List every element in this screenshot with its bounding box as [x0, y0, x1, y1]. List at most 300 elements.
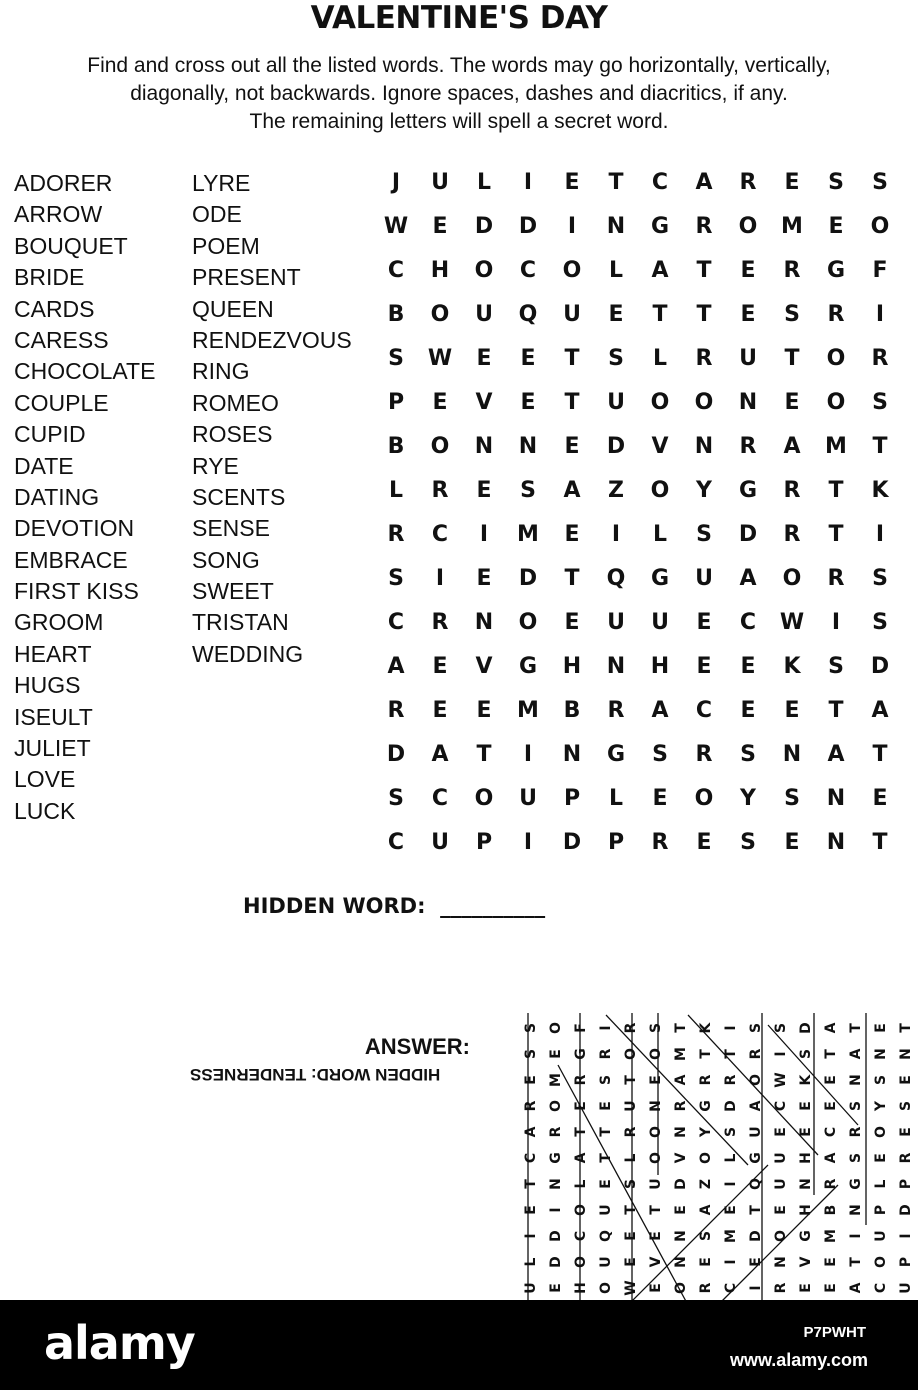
- solution-letter: R: [547, 1126, 564, 1138]
- solution-letter: E: [622, 1231, 639, 1241]
- grid-letter: Z: [608, 477, 624, 503]
- grid-letter: S: [872, 389, 888, 415]
- grid-letter: L: [608, 785, 624, 811]
- grid-letter: S: [652, 741, 668, 767]
- solution-letter: C: [722, 1282, 739, 1294]
- solution-letter: G: [847, 1178, 864, 1190]
- grid-letter: Q: [606, 565, 626, 591]
- grid-letter: R: [651, 829, 669, 855]
- word-list-column-2: [192, 168, 352, 670]
- grid-letter: S: [828, 653, 844, 679]
- word-list-item: RYE: [192, 452, 239, 479]
- grid-letter: E: [564, 169, 580, 195]
- grid-letter: R: [783, 257, 801, 283]
- solution-letter: E: [522, 1075, 539, 1085]
- solution-letter: O: [747, 1074, 764, 1086]
- grid-letter: O: [474, 785, 494, 811]
- grid-letter: D: [606, 433, 626, 459]
- grid-letter: E: [432, 389, 448, 415]
- grid-letter: P: [563, 785, 581, 811]
- solution-letter: D: [722, 1100, 739, 1112]
- word-list-item: CARDS: [14, 295, 95, 322]
- grid-letter: T: [872, 433, 888, 459]
- grid-letter: E: [564, 609, 580, 635]
- word-search-grid: [374, 160, 902, 864]
- word-list-item: ARROW: [14, 201, 103, 228]
- solution-letter: S: [747, 1022, 764, 1034]
- grid-letter: T: [564, 345, 580, 371]
- grid-letter: E: [476, 565, 492, 591]
- strike-line: [628, 1165, 768, 1305]
- grid-letter: D: [562, 829, 582, 855]
- grid-letter: U: [607, 609, 625, 635]
- grid-letter: R: [607, 697, 625, 723]
- grid-letter: N: [694, 433, 714, 459]
- grid-letter: E: [696, 829, 712, 855]
- solution-letter: S: [897, 1100, 914, 1112]
- grid-letter: E: [784, 169, 800, 195]
- solution-letter: O: [647, 1126, 664, 1138]
- solution-letter: N: [772, 1256, 789, 1268]
- grid-letter: T: [476, 741, 492, 767]
- solution-letter: G: [747, 1152, 764, 1164]
- grid-letter: O: [650, 389, 670, 415]
- solution-letter: S: [597, 1074, 614, 1086]
- grid-letter: B: [563, 697, 581, 723]
- grid-letter: O: [694, 389, 714, 415]
- solution-letter: E: [797, 1127, 814, 1137]
- grid-letter: R: [739, 433, 757, 459]
- solution-letter: T: [847, 1023, 864, 1033]
- grid-letter: P: [475, 829, 493, 855]
- word-list-item: COUPLE: [14, 389, 109, 416]
- solution-letter: C: [872, 1282, 889, 1294]
- word-list-item: ADORER: [14, 170, 113, 196]
- grid-letter: U: [607, 389, 625, 415]
- grid-letter: R: [387, 521, 405, 547]
- solution-letter: I: [547, 1207, 564, 1213]
- solution-letter: H: [797, 1204, 814, 1216]
- grid-letter: E: [696, 653, 712, 679]
- word-list-item: RENDEZVOUS: [192, 326, 352, 353]
- solution-letter: S: [847, 1152, 864, 1164]
- solution-letter: S: [647, 1022, 664, 1034]
- solution-letter: G: [797, 1230, 814, 1242]
- word-list-item: WEDDING: [192, 640, 304, 667]
- solution-letter: P: [897, 1256, 914, 1268]
- solution-letter: S: [622, 1178, 639, 1190]
- grid-letter: M: [517, 697, 539, 723]
- solution-letter: T: [672, 1023, 689, 1033]
- solution-letter: A: [697, 1204, 714, 1216]
- grid-letter: W: [779, 609, 805, 635]
- grid-letter: P: [607, 829, 625, 855]
- solution-letter: T: [822, 1049, 839, 1059]
- solution-letter: R: [597, 1048, 614, 1060]
- word-list-item: SONG: [192, 546, 260, 573]
- solution-letter: I: [897, 1233, 914, 1239]
- grid-letter: N: [518, 433, 538, 459]
- grid-letter: E: [476, 477, 492, 503]
- solution-letter: E: [822, 1283, 839, 1293]
- solution-letter: O: [597, 1282, 614, 1294]
- solution-letter: L: [722, 1153, 739, 1163]
- grid-letter: T: [564, 389, 580, 415]
- solution-letter: E: [822, 1075, 839, 1085]
- grid-letter: U: [695, 565, 713, 591]
- word-list-item: CHOCOLATE: [14, 358, 156, 385]
- solution-letter: R: [722, 1074, 739, 1086]
- solution-letter: Y: [697, 1126, 714, 1138]
- solution-letter: M: [822, 1229, 839, 1243]
- solution-letter: O: [647, 1048, 664, 1060]
- grid-letter: E: [740, 697, 756, 723]
- grid-letter: U: [519, 785, 537, 811]
- grid-letter: Y: [696, 477, 712, 503]
- grid-letter: G: [738, 477, 758, 503]
- word-list-item: POEM: [192, 232, 260, 259]
- solution-letter: O: [572, 1256, 589, 1268]
- grid-letter: D: [518, 213, 538, 239]
- solution-letter: D: [547, 1256, 564, 1268]
- solution-letter: I: [772, 1051, 789, 1057]
- word-list-item: DEVOTION: [14, 515, 135, 542]
- grid-letter: U: [563, 301, 581, 327]
- word-list-item: BRIDE: [14, 264, 85, 291]
- word-list-item: QUEEN: [192, 295, 274, 322]
- grid-letter: A: [431, 741, 449, 767]
- word-list-item: BOUQUET: [14, 232, 128, 259]
- grid-letter: L: [476, 169, 492, 195]
- solution-letter: Y: [872, 1100, 889, 1112]
- solution-letter: V: [672, 1152, 689, 1164]
- grid-letter: R: [827, 565, 845, 591]
- solution-letter: E: [572, 1101, 589, 1111]
- solution-letter: I: [847, 1233, 864, 1239]
- word-list-item: HEART: [14, 640, 92, 667]
- word-list-item: SENSE: [192, 515, 270, 542]
- word-list-item: SCENTS: [192, 483, 286, 510]
- grid-letter: S: [872, 609, 888, 635]
- grid-letter: G: [650, 565, 670, 591]
- strike-line: [606, 1015, 748, 1165]
- grid-letter: G: [650, 213, 670, 239]
- grid-letter: G: [826, 257, 846, 283]
- solution-letter: E: [897, 1075, 914, 1085]
- solution-letter: N: [847, 1074, 864, 1086]
- word-list-item: ROMEO: [192, 389, 279, 416]
- solution-letter: E: [547, 1049, 564, 1059]
- grid-letter: I: [523, 829, 533, 855]
- solution-letter: L: [522, 1257, 539, 1267]
- grid-letter: A: [783, 433, 801, 459]
- grid-letter: I: [523, 169, 533, 195]
- grid-letter: C: [431, 785, 449, 811]
- grid-letter: S: [784, 301, 800, 327]
- solution-letter: C: [522, 1152, 539, 1164]
- grid-letter: R: [783, 477, 801, 503]
- solution-letter: E: [772, 1205, 789, 1215]
- solution-letter: I: [722, 1181, 739, 1187]
- grid-letter: I: [435, 565, 445, 591]
- grid-letter: R: [695, 345, 713, 371]
- solution-letter: V: [797, 1256, 814, 1268]
- grid-letter: L: [608, 257, 624, 283]
- solution-letter: E: [772, 1127, 789, 1137]
- grid-letter: T: [696, 257, 712, 283]
- solution-letter: A: [822, 1022, 839, 1034]
- solution-letter: P: [897, 1178, 914, 1190]
- solution-letter: O: [772, 1230, 789, 1242]
- watermark-logo: alamy: [44, 1316, 195, 1370]
- solution-letter: T: [622, 1205, 639, 1215]
- solution-letter: T: [622, 1075, 639, 1085]
- solution-letter: L: [572, 1179, 589, 1189]
- solution-letter: I: [597, 1025, 614, 1031]
- grid-letter: D: [474, 213, 494, 239]
- solution-letter: S: [697, 1230, 714, 1242]
- grid-letter: N: [826, 829, 846, 855]
- grid-letter: C: [431, 521, 449, 547]
- solution-letter: N: [672, 1256, 689, 1268]
- word-list-item: TRISTAN: [192, 609, 289, 636]
- solution-letter: E: [597, 1101, 614, 1111]
- solution-letter: G: [547, 1152, 564, 1164]
- watermark-image-id: P7PWHT: [803, 1324, 866, 1341]
- word-list-item: CUPID: [14, 421, 86, 448]
- solution-letter: U: [897, 1282, 914, 1294]
- grid-letter: H: [562, 653, 582, 679]
- grid-letter: U: [431, 829, 449, 855]
- grid-letter: D: [738, 521, 758, 547]
- grid-letter: N: [606, 213, 626, 239]
- solution-letter: E: [897, 1127, 914, 1137]
- solution-letter: R: [522, 1100, 539, 1112]
- solution-letter: N: [647, 1100, 664, 1112]
- grid-letter: N: [738, 389, 758, 415]
- grid-letter: S: [872, 565, 888, 591]
- grid-letter: E: [520, 389, 536, 415]
- solution-letter: E: [722, 1205, 739, 1215]
- solution-letter: A: [672, 1074, 689, 1086]
- solution-letter: S: [797, 1048, 814, 1060]
- grid-letter: A: [827, 741, 845, 767]
- word-list-item: ISEULT: [14, 703, 93, 730]
- solution-letter: M: [547, 1073, 564, 1087]
- solution-letter: C: [822, 1126, 839, 1138]
- solution-letter: R: [697, 1282, 714, 1294]
- grid-letter: R: [695, 213, 713, 239]
- solution-letter: M: [722, 1229, 739, 1243]
- grid-letter: E: [740, 653, 756, 679]
- grid-letter: I: [875, 301, 885, 327]
- grid-letter: S: [696, 521, 712, 547]
- grid-letter: R: [431, 609, 449, 635]
- grid-letter: E: [564, 521, 580, 547]
- grid-letter: L: [652, 345, 668, 371]
- solution-letter: E: [822, 1101, 839, 1111]
- grid-letter: O: [738, 213, 758, 239]
- grid-letter: A: [563, 477, 581, 503]
- grid-letter: N: [606, 653, 626, 679]
- solution-letter: D: [797, 1022, 814, 1034]
- solution-letter: U: [622, 1100, 639, 1112]
- solution-letter: U: [597, 1204, 614, 1216]
- instruction-line-3: The remaining letters will spell a secret word.: [249, 110, 669, 133]
- solution-letter: E: [672, 1205, 689, 1215]
- grid-letter: W: [383, 213, 409, 239]
- grid-letter: O: [826, 389, 846, 415]
- grid-letter: E: [432, 653, 448, 679]
- grid-letter: E: [476, 345, 492, 371]
- solution-letter: L: [622, 1153, 639, 1163]
- grid-letter: O: [518, 609, 538, 635]
- solution-letter: B: [822, 1204, 839, 1216]
- solution-letter: C: [572, 1230, 589, 1242]
- solution-letter: E: [797, 1101, 814, 1111]
- solution-letter: U: [872, 1230, 889, 1242]
- grid-letter: A: [695, 169, 713, 195]
- solution-letter: R: [622, 1022, 639, 1034]
- strike-line: [768, 1025, 858, 1125]
- answer-solution-grid: [518, 1005, 918, 1327]
- solution-letter: P: [872, 1204, 889, 1216]
- grid-letter: O: [694, 785, 714, 811]
- instruction-line-2: diagonally, not backwards. Ignore spaces, dashes and diacritics, if any.: [130, 82, 788, 105]
- grid-letter: E: [520, 345, 536, 371]
- grid-letter: C: [695, 697, 713, 723]
- grid-letter: I: [523, 741, 533, 767]
- solution-letter: Q: [747, 1178, 764, 1190]
- grid-letter: I: [611, 521, 621, 547]
- solution-letter: A: [822, 1152, 839, 1164]
- grid-letter: E: [740, 301, 756, 327]
- strike-line: [718, 1185, 838, 1305]
- solution-letter: M: [672, 1047, 689, 1061]
- grid-letter: S: [740, 829, 756, 855]
- answer-hidden-word: HIDDEN WORD: TENDERNESS: [190, 1065, 441, 1084]
- grid-letter: S: [388, 565, 404, 591]
- grid-letter: N: [474, 609, 494, 635]
- strike-line: [558, 1065, 688, 1305]
- solution-letter: O: [647, 1152, 664, 1164]
- grid-letter: M: [825, 433, 847, 459]
- solution-letter: Q: [597, 1230, 614, 1242]
- grid-letter: T: [828, 521, 844, 547]
- solution-letter: U: [522, 1282, 539, 1294]
- solution-letter: H: [572, 1282, 589, 1294]
- solution-letter: K: [797, 1074, 814, 1086]
- solution-letter: A: [847, 1282, 864, 1294]
- solution-letter: S: [722, 1126, 739, 1138]
- solution-letter: S: [872, 1074, 889, 1086]
- solution-letter: S: [522, 1048, 539, 1060]
- grid-letter: E: [828, 213, 844, 239]
- word-list-item: GROOM: [14, 609, 104, 636]
- grid-letter: R: [739, 169, 757, 195]
- grid-letter: U: [739, 345, 757, 371]
- solution-letter: E: [647, 1075, 664, 1085]
- grid-letter: R: [783, 521, 801, 547]
- solution-letter: O: [872, 1256, 889, 1268]
- word-list-item: ROSES: [192, 421, 273, 448]
- grid-letter: E: [564, 433, 580, 459]
- grid-letter: C: [651, 169, 669, 195]
- solution-letter: T: [697, 1049, 714, 1059]
- grid-letter: C: [387, 829, 405, 855]
- grid-letter: S: [828, 169, 844, 195]
- grid-letter: I: [875, 521, 885, 547]
- grid-letter: D: [518, 565, 538, 591]
- word-list-item: JULIET: [14, 735, 91, 762]
- grid-letter: F: [872, 257, 888, 283]
- grid-letter: V: [475, 653, 493, 679]
- solution-letter: D: [897, 1204, 914, 1216]
- grid-letter: O: [782, 565, 802, 591]
- solution-letter: D: [672, 1178, 689, 1190]
- solution-letter: U: [747, 1126, 764, 1138]
- grid-letter: T: [828, 477, 844, 503]
- grid-letter: C: [519, 257, 537, 283]
- solution-letter: R: [822, 1178, 839, 1190]
- solution-letter: U: [647, 1178, 664, 1190]
- grid-letter: S: [608, 345, 624, 371]
- grid-letter: E: [696, 609, 712, 635]
- solution-letter: T: [847, 1257, 864, 1267]
- solution-letter: N: [872, 1048, 889, 1060]
- grid-letter: E: [784, 697, 800, 723]
- grid-letter: N: [782, 741, 802, 767]
- solution-letter: R: [847, 1126, 864, 1138]
- watermark-site: www.alamy.com: [729, 1350, 868, 1370]
- grid-letter: O: [474, 257, 494, 283]
- word-list-item: CARESS: [14, 326, 109, 353]
- solution-letter: E: [697, 1257, 714, 1267]
- solution-letter: I: [722, 1259, 739, 1265]
- solution-letter: R: [572, 1074, 589, 1086]
- grid-letter: E: [784, 389, 800, 415]
- grid-letter: H: [430, 257, 450, 283]
- solution-letter: E: [747, 1257, 764, 1267]
- strike-line: [688, 1015, 818, 1155]
- solution-letter: A: [847, 1048, 864, 1060]
- word-list-item: ODE: [192, 201, 242, 228]
- grid-letter: T: [608, 169, 624, 195]
- solution-letter: T: [747, 1205, 764, 1215]
- grid-letter: R: [695, 741, 713, 767]
- word-list-item: EMBRACE: [14, 546, 128, 573]
- grid-letter: A: [651, 257, 669, 283]
- grid-letter: O: [650, 477, 670, 503]
- solution-letter: O: [572, 1204, 589, 1216]
- grid-letter: S: [872, 169, 888, 195]
- word-list-item: LYRE: [192, 170, 251, 196]
- word-list-item: RING: [192, 358, 250, 385]
- instruction-line-1: Find and cross out all the listed words. The words may go horizontally, vertically,: [87, 54, 831, 77]
- grid-letter: B: [387, 433, 405, 459]
- grid-letter: C: [739, 609, 757, 635]
- grid-letter: R: [431, 477, 449, 503]
- solution-letter: N: [547, 1178, 564, 1190]
- solution-letter: U: [597, 1256, 614, 1268]
- grid-letter: P: [387, 389, 405, 415]
- solution-letter: I: [747, 1285, 764, 1291]
- grid-letter: A: [651, 697, 669, 723]
- grid-letter: V: [651, 433, 669, 459]
- grid-letter: E: [740, 257, 756, 283]
- solution-letter: R: [672, 1100, 689, 1112]
- solution-letter: T: [522, 1179, 539, 1189]
